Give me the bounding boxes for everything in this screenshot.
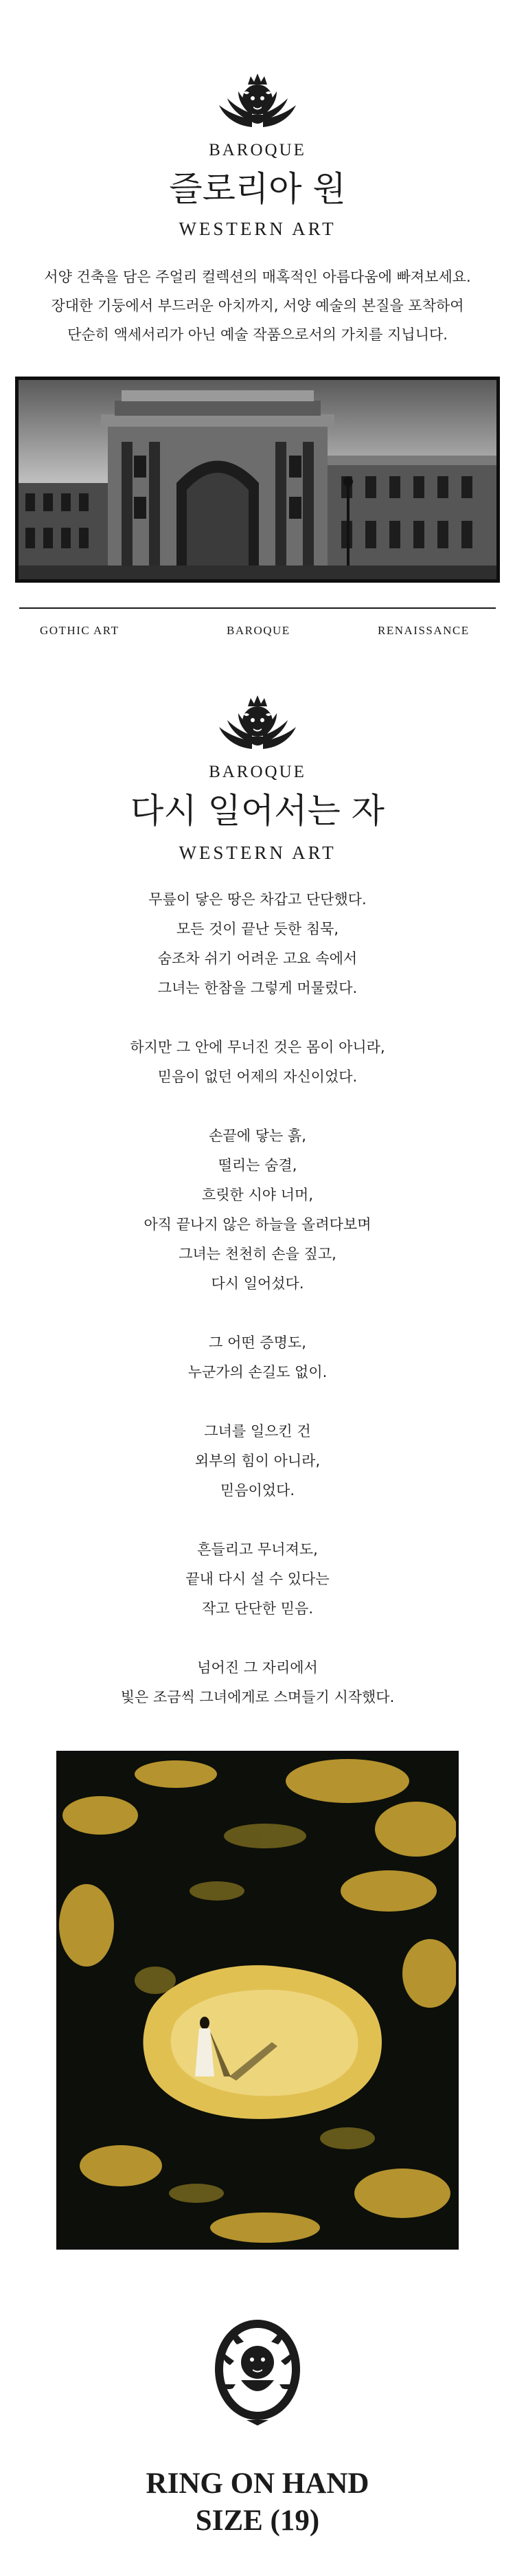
poem-stanza xyxy=(0,885,515,1003)
poem-line: 아직 끝나지 않은 하늘을 올려다보며 xyxy=(144,1216,371,1233)
footer-line-2: SIZE (19) xyxy=(195,2505,320,2537)
poem-line: 손끝에 닿는 흙, xyxy=(209,1128,306,1144)
poem xyxy=(0,885,515,1742)
poem-line: 외부의 힘이 아니라, xyxy=(194,1453,321,1469)
description-line: 장대한 기둥에서 부드러운 아치까지, 서양 예술의 본질을 포착하여 xyxy=(51,298,464,314)
section-subline: WESTERN ART xyxy=(179,842,336,863)
poem-line: 하지만 그 안에 무너진 것은 몸이 아니라, xyxy=(130,1039,385,1055)
description-line: 서양 건축을 담은 주얼리 컬렉션의 매혹적인 아름다움에 빠져보세요. xyxy=(44,269,471,285)
poem-stanza xyxy=(0,1653,515,1712)
nav-item-renaissance[interactable]: RENAISSANCE xyxy=(378,624,470,637)
poem-line: 숨조차 쉬기 어려운 고요 속에서 xyxy=(157,950,358,967)
footer-line-1: RING ON HAND xyxy=(146,2467,369,2500)
poem-line: 그 어떤 증명도, xyxy=(209,1334,306,1351)
poem-stanza xyxy=(0,1535,515,1624)
nav-item-gothic-art[interactable]: GOTHIC ART xyxy=(40,624,119,637)
section-title: 다시 일어서는 자 xyxy=(130,791,385,831)
crest-icon xyxy=(209,72,306,134)
poem-line: 넘어진 그 자리에서 xyxy=(197,1659,318,1676)
golden-leaves-artwork xyxy=(56,1751,459,2250)
nav-item-baroque[interactable]: BAROQUE xyxy=(227,624,290,637)
poem-line: 빛은 조금씩 그녀에게로 스며들기 시작했다. xyxy=(120,1689,395,1705)
poem-line: 흐릿한 시야 너머, xyxy=(201,1187,314,1203)
poem-line: 떨리는 숨결, xyxy=(218,1157,297,1174)
description-line: 단순히 액세서리가 아닌 예술 작품으로서의 가치를 지닙니다. xyxy=(67,326,448,343)
description xyxy=(0,262,515,349)
poem-line: 누군가의 손길도 없이. xyxy=(187,1364,328,1380)
poem-stanza xyxy=(0,1417,515,1505)
section-kicker: BAROQUE xyxy=(209,141,306,159)
poem-line: 끝내 다시 설 수 있다는 xyxy=(185,1571,330,1587)
crest-icon xyxy=(209,694,306,756)
poem-line: 작고 단단한 믿음. xyxy=(201,1600,314,1617)
poem-stanza xyxy=(0,1328,515,1387)
poem-line: 다시 일어섰다. xyxy=(211,1275,304,1292)
poem-line: 그녀는 한참을 그렇게 머물렀다. xyxy=(157,980,358,996)
poem-stanza xyxy=(0,1033,515,1092)
poem-line: 무릎이 닿은 땅은 차갑고 단단했다. xyxy=(148,891,367,908)
poem-line: 믿음이 없던 어제의 자신이었다. xyxy=(157,1068,358,1085)
poem-line: 그녀를 일으킨 건 xyxy=(204,1423,311,1440)
architecture-photo xyxy=(15,377,500,583)
poem-line: 그녀는 천천히 손을 짚고, xyxy=(179,1246,336,1262)
page-title: 즐로리아 원 xyxy=(169,169,346,209)
footer-caption xyxy=(0,2465,515,2540)
poem-line: 흔들리고 무너져도, xyxy=(197,1541,318,1558)
poem-line: 믿음이었다. xyxy=(220,1482,295,1499)
emblem-icon xyxy=(209,2317,306,2427)
section-kicker: BAROQUE xyxy=(209,763,306,781)
poem-line: 모든 것이 끝난 듯한 침묵, xyxy=(176,921,339,937)
poem-stanza xyxy=(0,1121,515,1299)
section-subline: WESTERN ART xyxy=(179,219,336,239)
category-nav xyxy=(0,624,515,640)
divider xyxy=(19,607,496,609)
